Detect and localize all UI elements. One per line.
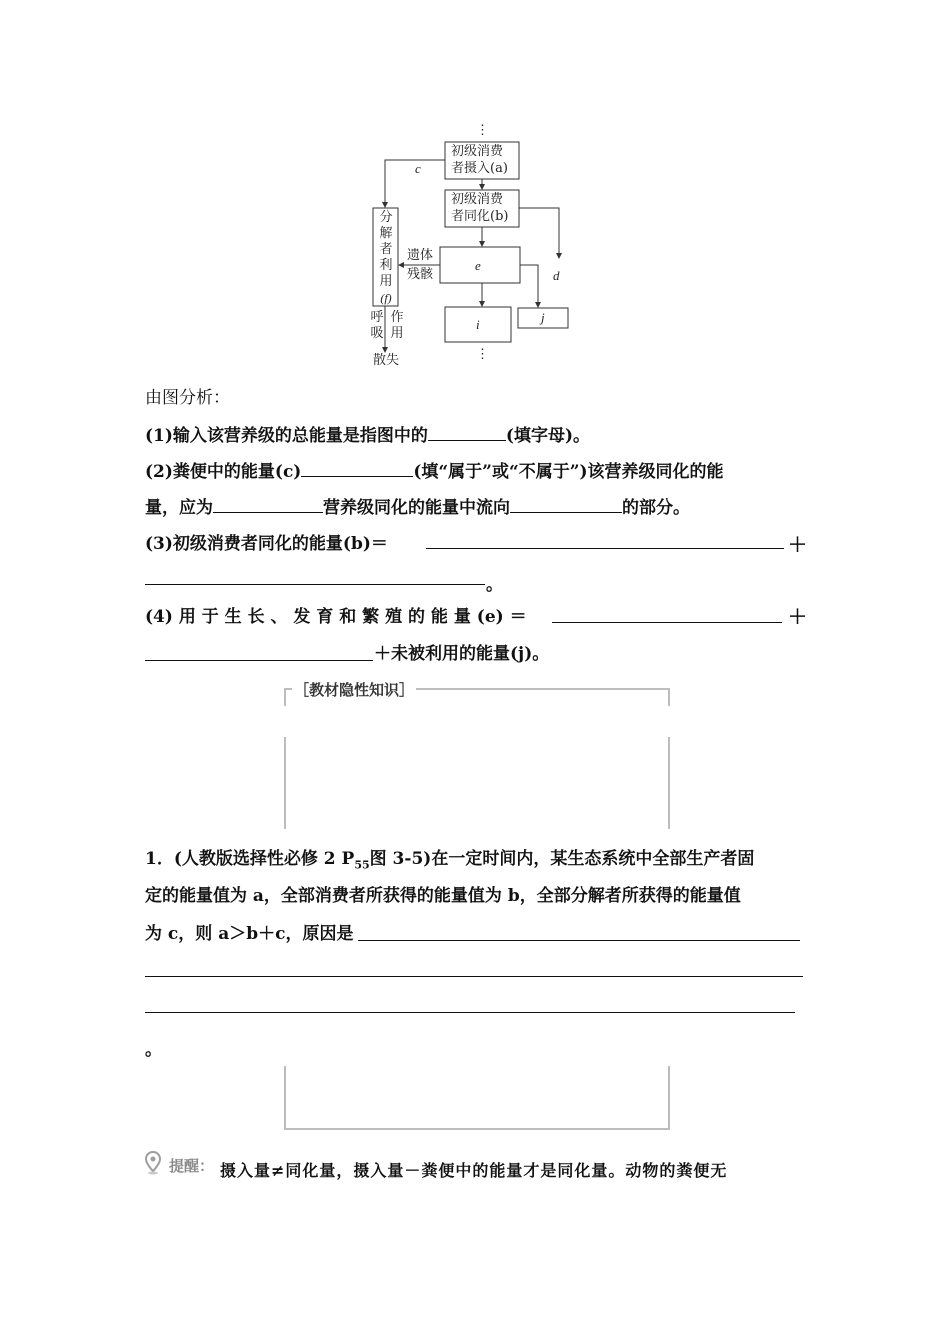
analysis-heading: 由图分析： [145, 388, 230, 408]
tip-label: 提醒： [169, 1157, 215, 1175]
c-label: c [415, 161, 421, 176]
textbook-question-line-1: 1．(人教版选择性必修 2 $P_{55}$图 3-5)在一定时间内，某生态系统中全部生产者固 [145, 849, 755, 872]
answer-blank[interactable] [145, 976, 803, 977]
period: 。 [145, 1040, 162, 1060]
tip-text: 摄入量≠同化量，摄入量－粪便中的能量才是同化量。动物的粪便无 [220, 1161, 728, 1180]
answer-blank[interactable] [301, 458, 413, 477]
d-label: d [553, 268, 560, 283]
dissipation-label: 散失 [373, 353, 400, 368]
answer-blank[interactable] [552, 622, 782, 623]
question-3-line-1: (3)初级消费者同化的能量(b)＝ [145, 534, 388, 554]
decomposer-label: 分 解 者 利 用 (f) [379, 210, 393, 305]
energy-flow-diagram [355, 120, 595, 375]
answer-blank[interactable] [426, 548, 784, 549]
textbook-box-label: ［教材隐性知识］ [294, 681, 415, 699]
remains-label-1: 遗体 [407, 248, 434, 263]
respiration-right: 作 用 [390, 310, 404, 341]
plus-sign: ＋ [788, 606, 808, 628]
e-label: e [475, 258, 481, 273]
textbook-box-bottom [284, 1066, 670, 1130]
textbook-question-line-2: 定的能量值为 a，全部消费者所获得的能量值为 b，全部分解者所获得的能量值 [145, 886, 741, 906]
answer-blank[interactable] [358, 940, 800, 941]
j-label: j [541, 310, 545, 325]
answer-blank[interactable] [428, 422, 506, 441]
answer-blank[interactable] [145, 660, 373, 661]
bottom-ellipsis: ⋮ [476, 347, 489, 362]
location-pin-icon [145, 1151, 161, 1175]
remains-label-2: 残骸 [407, 267, 434, 282]
question-4-line-2: ＋未被利用的能量(j)。 [374, 644, 550, 664]
question-4-line-1: (4) 用 于 生 长 、 发 育 和 繁 殖 的 能 量 (e) ＝ [145, 607, 527, 627]
question-1-line: (1)输入该营养级的总能量是指图中的 (填字母)。 [145, 422, 590, 448]
textbook-question-line-3: 为 c，则 a＞b＋c，原因是 [145, 924, 354, 944]
answer-blank[interactable] [510, 494, 622, 513]
answer-blank[interactable] [213, 494, 323, 513]
intake-label-2: 者摄入(a) [451, 161, 508, 176]
plus-sign: ＋ [788, 534, 808, 556]
question-2-line-2: 量，应为 营养级同化的能量中流向 的部分。 [145, 494, 690, 520]
period: 。 [486, 575, 503, 595]
answer-blank[interactable] [145, 584, 485, 585]
question-2-line-1: (2)粪便中的能量(c) (填“属于”或“不属于”)该营养级同化的能 [145, 458, 724, 484]
answer-blank[interactable] [145, 1012, 795, 1013]
top-ellipsis: ⋮ [476, 123, 489, 138]
i-label: i [476, 317, 480, 332]
respiration-left: 呼 吸 [370, 310, 384, 341]
assimilation-label-1: 初级消费 [451, 192, 504, 207]
assimilation-label-2: 者同化(b) [451, 209, 509, 224]
textbook-box-sides [284, 737, 670, 829]
intake-label-1: 初级消费 [451, 144, 504, 159]
